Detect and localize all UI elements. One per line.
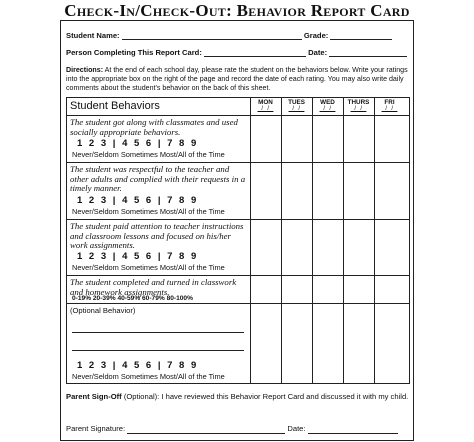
column-divider [281, 98, 282, 383]
optional-behavior-line[interactable] [72, 350, 244, 351]
date-label: Date: [308, 48, 328, 57]
day-name: FRI [384, 99, 395, 106]
behavior-4-text: The student completed and turned in classwork and homework assignments. [70, 277, 237, 297]
parent-signature-row [66, 424, 410, 434]
student-name-row [66, 31, 392, 40]
optional-behavior-label: (Optional Behavior) [70, 306, 136, 315]
behavior-table [66, 97, 410, 384]
rating-scale-labels: Never/Seldom Sometimes Most/All of the Time [72, 372, 225, 381]
column-divider [312, 98, 313, 383]
directions-text: At the end of each school day, please rate the student on the behaviors below. Write your ratings into the appropriate box on the right of the page and record the date of each rating. You may also write daily comments about the student's behavior on the back of this sheet. [66, 66, 408, 92]
row-divider [67, 275, 409, 276]
day-date-slots[interactable]: _/_/_ [288, 106, 305, 112]
day-name: WED [320, 99, 335, 106]
behavior-1-text: The student got along with classmates and used socially appropriate behaviors. [70, 117, 238, 137]
day-header-mon [251, 99, 280, 113]
day-name: MON [258, 99, 273, 106]
signature-date-label: Date: [287, 424, 306, 433]
parent-signature-field[interactable] [127, 425, 285, 434]
percent-scale: 0-19% 20-39% 40-59% 60-79% 80-100% [72, 295, 193, 302]
completing-row [66, 48, 407, 57]
row-divider [67, 219, 409, 220]
rating-scale-labels: Never/Seldom Sometimes Most/All of the Time [72, 150, 225, 159]
completing-label: Person Completing This Report Card: [66, 48, 202, 57]
parent-signoff-text: (Optional): I have reviewed this Behavior Report Card and discussed it with my child. [121, 392, 409, 401]
grade-label: Grade: [303, 31, 329, 40]
day-name: TUES [288, 99, 305, 106]
behavior-3-text: The student paid attention to teacher instructions and classroom lessons and focused on his/her work assignments. [70, 221, 244, 251]
student-behaviors-header: Student Behaviors [70, 100, 160, 112]
day-date-slots[interactable]: _/_/_ [257, 106, 274, 112]
parent-signoff-label: Parent Sign-Off [66, 392, 122, 401]
behavior-2-text: The student was respectful to the teacher and other adults and complied with their requests in a timely manner. [70, 164, 246, 194]
row-divider [67, 115, 409, 116]
day-date-slots[interactable]: _/_/_ [381, 106, 398, 112]
student-name-field[interactable] [122, 31, 302, 40]
day-header-wed [313, 99, 342, 113]
day-name: THURS [347, 99, 370, 106]
rating-scale-numbers: 1 2 3 | 4 5 6 | 7 8 9 [77, 251, 198, 262]
day-header-fri [375, 99, 404, 113]
column-divider [374, 98, 375, 383]
parent-signature-label: Parent Signature: [66, 424, 126, 433]
day-header-tues [282, 99, 311, 113]
report-card-title: Check-In/Check-Out: Behavior Report Card [64, 1, 410, 20]
completing-field[interactable] [204, 48, 306, 57]
parent-signoff [66, 392, 410, 402]
day-date-slots[interactable]: _/_/_ [319, 106, 336, 112]
row-divider [67, 162, 409, 163]
day-date-slots[interactable]: _/_/_ [350, 106, 367, 112]
column-divider [343, 98, 344, 383]
rating-scale-labels: Never/Seldom Sometimes Most/All of the Time [72, 207, 225, 216]
directions-label: Directions: [66, 66, 104, 74]
optional-behavior-line[interactable] [72, 332, 244, 333]
column-divider [250, 98, 251, 383]
rating-scale-numbers: 1 2 3 | 4 5 6 | 7 8 9 [77, 195, 198, 206]
student-name-label: Student Name: [66, 31, 120, 40]
rating-scale-numbers: 1 2 3 | 4 5 6 | 7 8 9 [77, 138, 198, 149]
row-divider [67, 303, 409, 304]
directions [66, 66, 410, 92]
day-header-thurs [344, 99, 373, 113]
rating-scale-labels: Never/Seldom Sometimes Most/All of the Time [72, 263, 225, 272]
grade-field[interactable] [330, 31, 392, 40]
date-field[interactable] [329, 48, 407, 57]
signature-date-field[interactable] [308, 425, 398, 434]
rating-scale-numbers: 1 2 3 | 4 5 6 | 7 8 9 [77, 360, 198, 371]
